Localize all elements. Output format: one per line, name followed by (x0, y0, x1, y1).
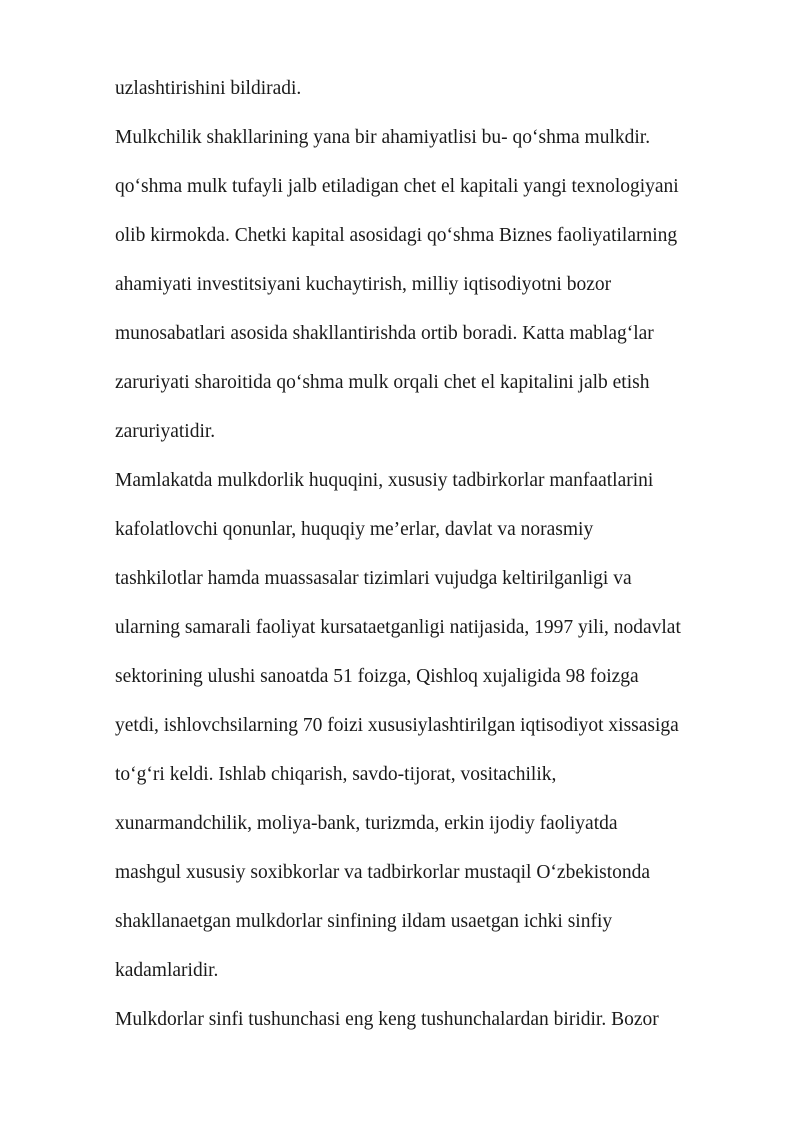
text-line: shakllanaetgan mulkdorlar sinfining ildam usaetgan ichki sinfiy (115, 911, 613, 932)
text-line: kadamlaridir. (115, 960, 219, 981)
text-line: yetdi, ishlovchsilarning 70 foizi xususiylashtirilgan iqtisodiyot xissasiga (115, 715, 679, 736)
text-line: Mulkchilik shakllarining yana bir ahamiyatlisi bu- qo‘shma mulkdir. (115, 127, 651, 148)
text-line: olib kirmokda. Chetki kapital asosidagi qo‘shma Biznes faoliyatilarning (115, 225, 678, 246)
text-line: Mamlakatda mulkdorlik huquqini, xususiy tadbirkorlar manfaatlarini (115, 470, 654, 491)
text-line: zaruriyati sharoitida qo‘shma mulk orqali chet el kapitalini jalb etish (115, 372, 650, 393)
text-line: Mulkdorlar sinfi tushunchasi eng keng tushunchalardan biridir. Bozor (115, 1009, 659, 1030)
text-line: mashgul xususiy soxibkorlar va tadbirkorlar mustaqil O‘zbekistonda (115, 862, 651, 883)
text-line: ularning samarali faoliyat kursataetganligi natijasida, 1997 yili, nodavlat (115, 617, 681, 638)
text-line: xunarmandchilik, moliya-bank, turizmda, erkin ijodiy faoliyatda (115, 813, 618, 834)
text-line: zaruriyatidir. (115, 421, 216, 442)
text-line: to‘g‘ri keldi. Ishlab chiqarish, savdo-tijorat, vositachilik, (115, 764, 557, 785)
document-body (115, 75, 755, 1055)
text-line: kafolatlovchi qonunlar, huquqiy me’erlar, davlat va norasmiy (115, 519, 594, 540)
text-line: qo‘shma mulk tufayli jalb etiladigan chet el kapitali yangi texnologiyani (115, 176, 679, 197)
text-line: sektorining ulushi sanoatda 51 foizga, Qishloq xujaligida 98 foizga (115, 666, 639, 687)
text-line: munosabatlari asosida shakllantirishda ortib boradi. Katta mablag‘lar (115, 323, 654, 344)
text-line: ahamiyati investitsiyani kuchaytirish, milliy iqtisodiyotni bozor (115, 274, 612, 295)
text-line: tashkilotlar hamda muassasalar tizimlari vujudga keltirilganligi va (115, 568, 632, 589)
text-line: uzlashtirishini bildiradi. (115, 78, 302, 99)
